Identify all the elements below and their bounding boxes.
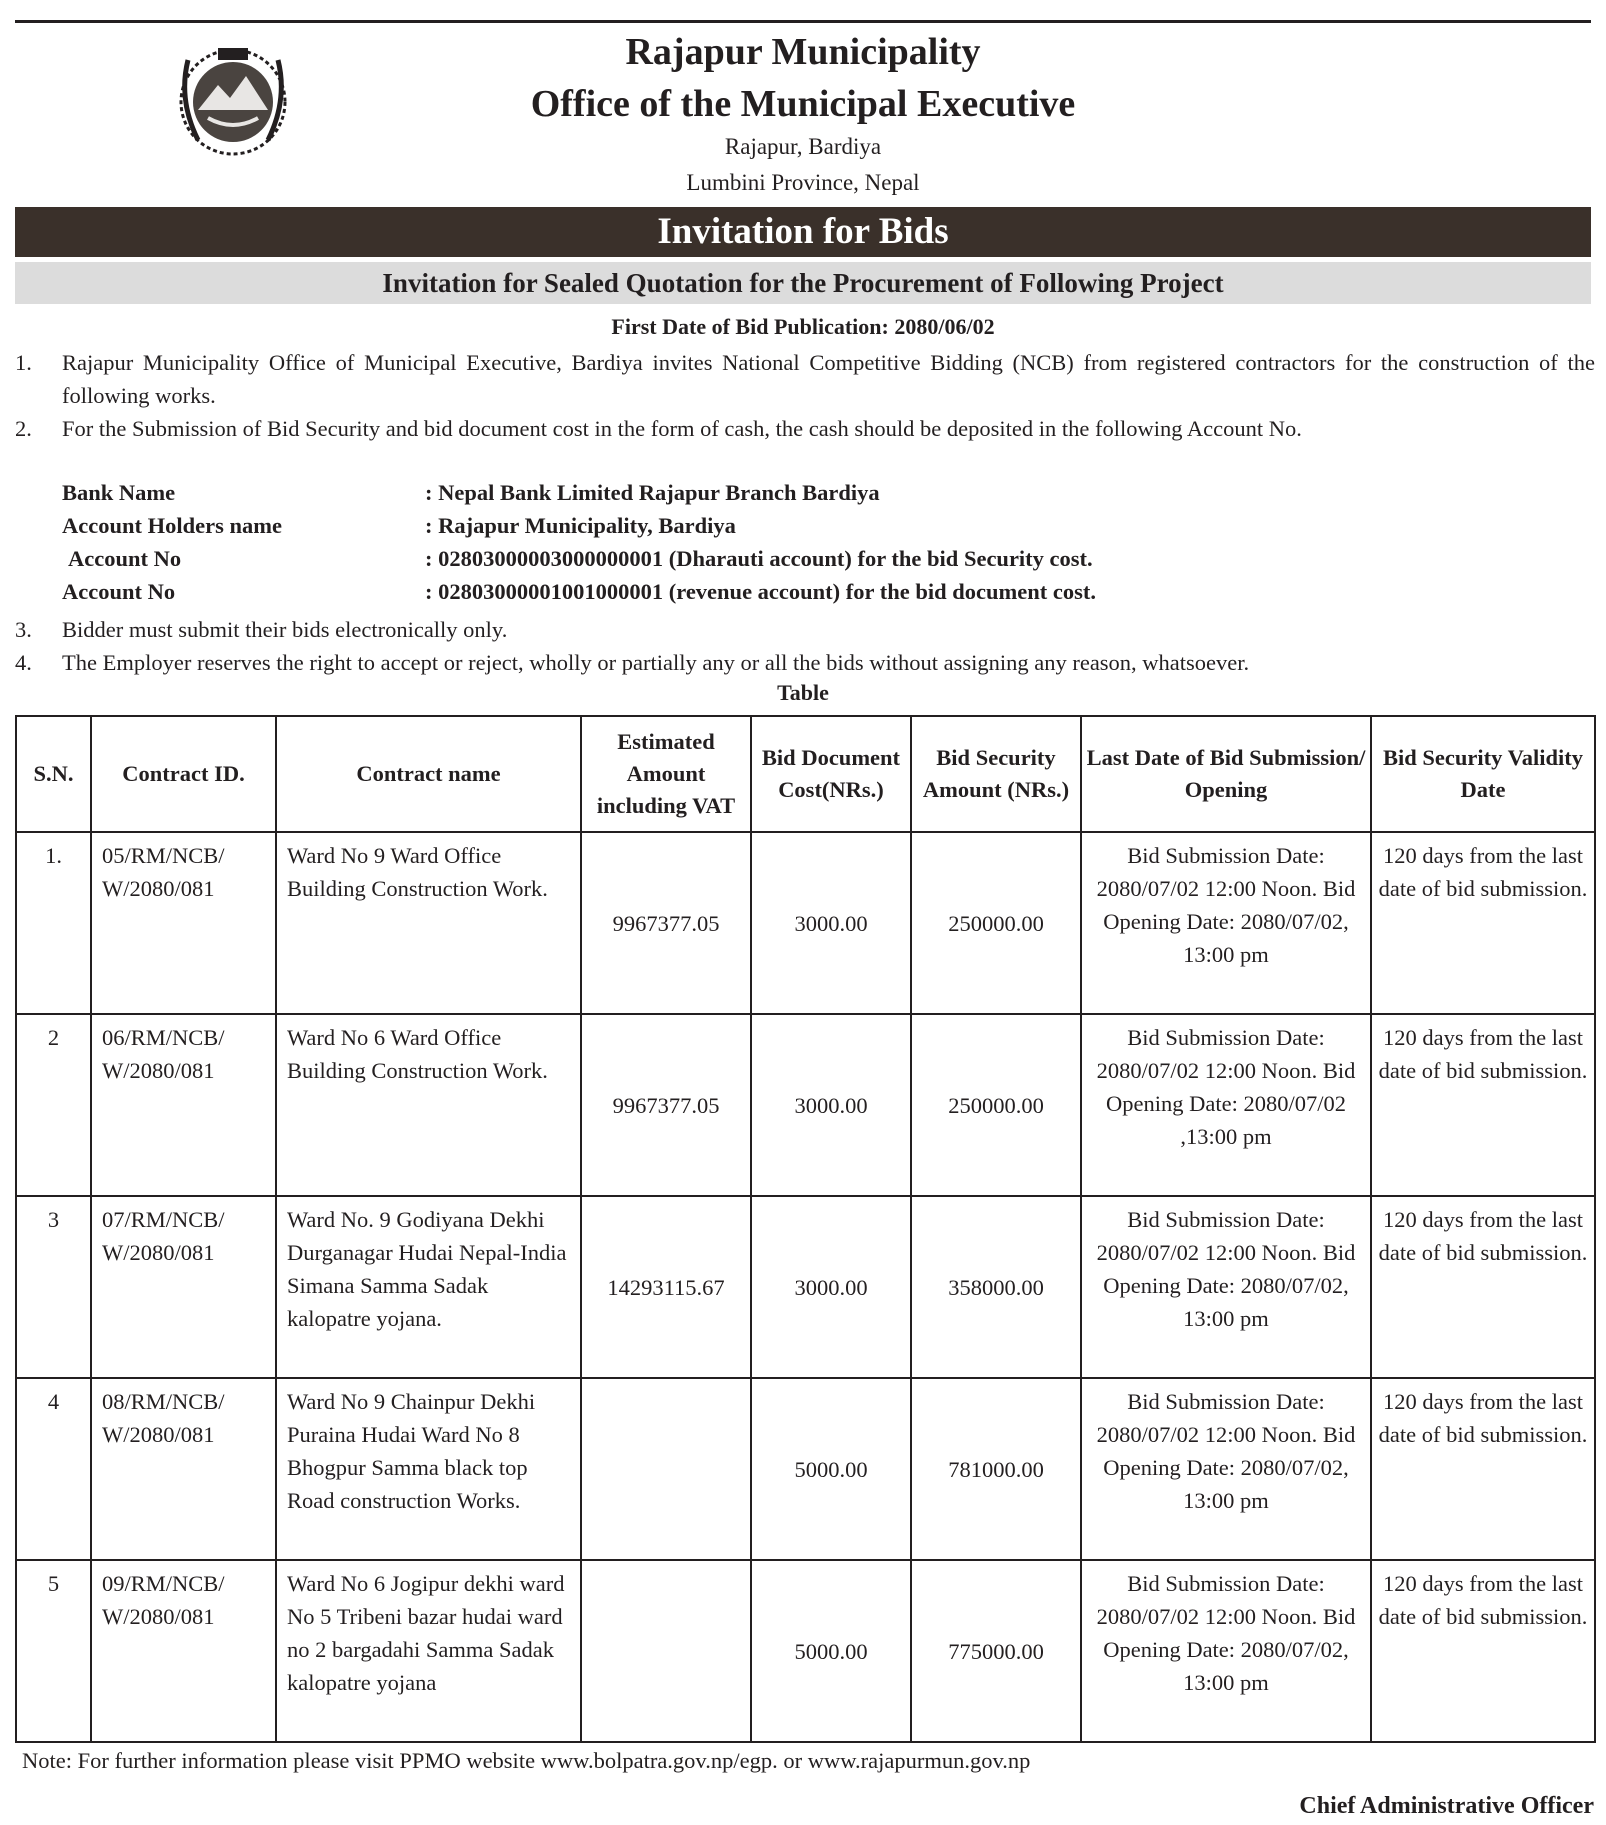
cell-security: 781000.00: [911, 1378, 1081, 1560]
cell-estimate: [581, 1378, 751, 1560]
bids-table: [15, 715, 1596, 1743]
cell-validity: 120 days from the last date of bid submission.: [1371, 832, 1595, 1014]
paragraph-number: 4.: [15, 650, 32, 675]
bank-value-name: : Nepal Bank Limited Rajapur Branch Bardiya: [425, 480, 880, 505]
table-row: [16, 832, 1595, 1014]
cell-sn: 2: [16, 1014, 91, 1196]
cell-validity: 120 days from the last date of bid submission.: [1371, 1196, 1595, 1378]
paragraph-3: [15, 613, 1595, 646]
bank-value-account-2: : 02803000001001000001 (revenue account) for the bid document cost.: [425, 579, 1096, 604]
column-header: Bid Security Validity Date: [1371, 716, 1595, 832]
cell-contract-name: Ward No 9 Ward Office Building Construction Work.: [276, 832, 581, 1014]
cell-contract-id: 06/RM/NCB/ W/2080/081: [91, 1014, 276, 1196]
address-line-2: Lumbini Province, Nepal: [686, 170, 920, 195]
cell-security: 250000.00: [911, 832, 1081, 1014]
cell-validity: 120 days from the last date of bid submission.: [1371, 1378, 1595, 1560]
cell-doc-cost: 3000.00: [751, 1196, 911, 1378]
cell-validity: 120 days from the last date of bid submission.: [1371, 1560, 1595, 1742]
bank-value-holder: : Rajapur Municipality, Bardiya: [425, 513, 736, 538]
cell-dates: Bid Submission Date: 2080/07/02 12:00 Noon. Bid Opening Date: 2080/07/02, 13:00 pm: [1081, 832, 1371, 1014]
cell-contract-name: Ward No. 9 Godiyana Dekhi Durganagar Hudai Nepal-India Simana Samma Sadak kalopatre yojana.: [276, 1196, 581, 1378]
cell-contract-id: 07/RM/NCB/ W/2080/081: [91, 1196, 276, 1378]
cell-security: 358000.00: [911, 1196, 1081, 1378]
cell-contract-id: 08/RM/NCB/ W/2080/081: [91, 1378, 276, 1560]
cell-dates: Bid Submission Date: 2080/07/02 12:00 Noon. Bid Opening Date: 2080/07/02, 13:00 pm: [1081, 1560, 1371, 1742]
cell-security: 250000.00: [911, 1014, 1081, 1196]
paragraph-text: The Employer reserves the right to accept or reject, wholly or partially any or all the bids without assigning any reason, whatsoever.: [62, 650, 1250, 675]
bank-label-account-1: Account No: [68, 546, 182, 571]
cell-dates: Bid Submission Date: 2080/07/02 12:00 Noon. Bid Opening Date: 2080/07/02 ,13:00 pm: [1081, 1014, 1371, 1196]
address-line-1: Rajapur, Bardiya: [724, 134, 882, 159]
sub-banner-title: Invitation for Sealed Quotation for the Procurement of Following Project: [15, 262, 1591, 304]
cell-contract-id: 05/RM/NCB/ W/2080/081: [91, 832, 276, 1014]
table-label: Table: [777, 680, 829, 705]
top-rule: [15, 20, 1591, 23]
paragraph-text: For the Submission of Bid Security and bid document cost in the form of cash, the cash should be deposited in the following Account No.: [62, 416, 1302, 441]
cell-dates: Bid Submission Date: 2080/07/02 12:00 Noon. Bid Opening Date: 2080/07/02, 13:00 pm: [1081, 1196, 1371, 1378]
cell-doc-cost: 3000.00: [751, 1014, 911, 1196]
bank-label-account-2: Account No: [62, 579, 176, 604]
cell-contract-id: 09/RM/NCB/ W/2080/081: [91, 1560, 276, 1742]
cell-sn: 4: [16, 1378, 91, 1560]
org-title: Rajapur Municipality: [625, 31, 981, 73]
banner-title: Invitation for Bids: [15, 207, 1591, 257]
cell-doc-cost: 5000.00: [751, 1378, 911, 1560]
bank-label-name: Bank Name: [62, 480, 176, 505]
cell-contract-name: Ward No 9 Chainpur Dekhi Puraina Hudai Ward No 8 Bhogpur Samma black top Road construction Works.: [276, 1378, 581, 1560]
paragraph-text: Rajapur Municipality Office of Municipal Executive, Bardiya invites National Competitive Bidding (NCB) from registered contractors for the construction of the following works.: [62, 350, 1595, 408]
cell-validity: 120 days from the last date of bid submission.: [1371, 1014, 1595, 1196]
cell-contract-name: Ward No 6 Ward Office Building Construction Work.: [276, 1014, 581, 1196]
column-header: S.N.: [16, 716, 91, 832]
publication-date: First Date of Bid Publication: 2080/06/02: [611, 314, 995, 339]
column-header: Bid Security Amount (NRs.): [911, 716, 1081, 832]
table-header-row: [16, 716, 1595, 832]
bank-value-account-1: : 02803000003000000001 (Dharauti account) for the bid Security cost.: [425, 546, 1093, 571]
column-header: Contract name: [276, 716, 581, 832]
cell-dates: Bid Submission Date: 2080/07/02 12:00 Noon. Bid Opening Date: 2080/07/02, 13:00 pm: [1081, 1378, 1371, 1560]
table-row: [16, 1378, 1595, 1560]
cell-contract-name: Ward No 6 Jogipur dekhi ward No 5 Tribeni bazar hudai ward no 2 bargadahi Samma Sadak kalopatre yojana: [276, 1560, 581, 1742]
paragraph-number: 3.: [15, 617, 32, 642]
cell-doc-cost: 3000.00: [751, 832, 911, 1014]
cell-estimate: 14293115.67: [581, 1196, 751, 1378]
paragraph-4: [15, 646, 1595, 679]
table-row: [16, 1560, 1595, 1742]
paragraph-1: [15, 346, 1595, 412]
cell-sn: 1.: [16, 832, 91, 1014]
table-row: [16, 1196, 1595, 1378]
column-header: Last Date of Bid Submission/ Opening: [1081, 716, 1371, 832]
cell-estimate: 9967377.05: [581, 832, 751, 1014]
bank-label-holder: Account Holders name: [62, 513, 282, 538]
table-row: [16, 1014, 1595, 1196]
column-header: Estimated Amount including VAT: [581, 716, 751, 832]
column-header: Contract ID.: [91, 716, 276, 832]
paragraph-text: Bidder must submit their bids electronically only.: [62, 617, 508, 642]
paragraph-number: 2.: [15, 416, 32, 441]
cell-sn: 3: [16, 1196, 91, 1378]
cell-sn: 5: [16, 1560, 91, 1742]
cell-estimate: 9967377.05: [581, 1014, 751, 1196]
office-title: Office of the Municipal Executive: [530, 83, 1076, 125]
paragraph-2: [15, 412, 1595, 478]
footer-note: Note: For further information please visit PPMO website www.bolpatra.gov.np/egp. or www.rajapurmun.gov.np: [22, 1748, 1031, 1773]
signature-title: Chief Administrative Officer: [1299, 1793, 1594, 1819]
cell-security: 775000.00: [911, 1560, 1081, 1742]
paragraph-number: 1.: [15, 350, 32, 375]
cell-estimate: [581, 1560, 751, 1742]
cell-doc-cost: 5000.00: [751, 1560, 911, 1742]
column-header: Bid Document Cost(NRs.): [751, 716, 911, 832]
